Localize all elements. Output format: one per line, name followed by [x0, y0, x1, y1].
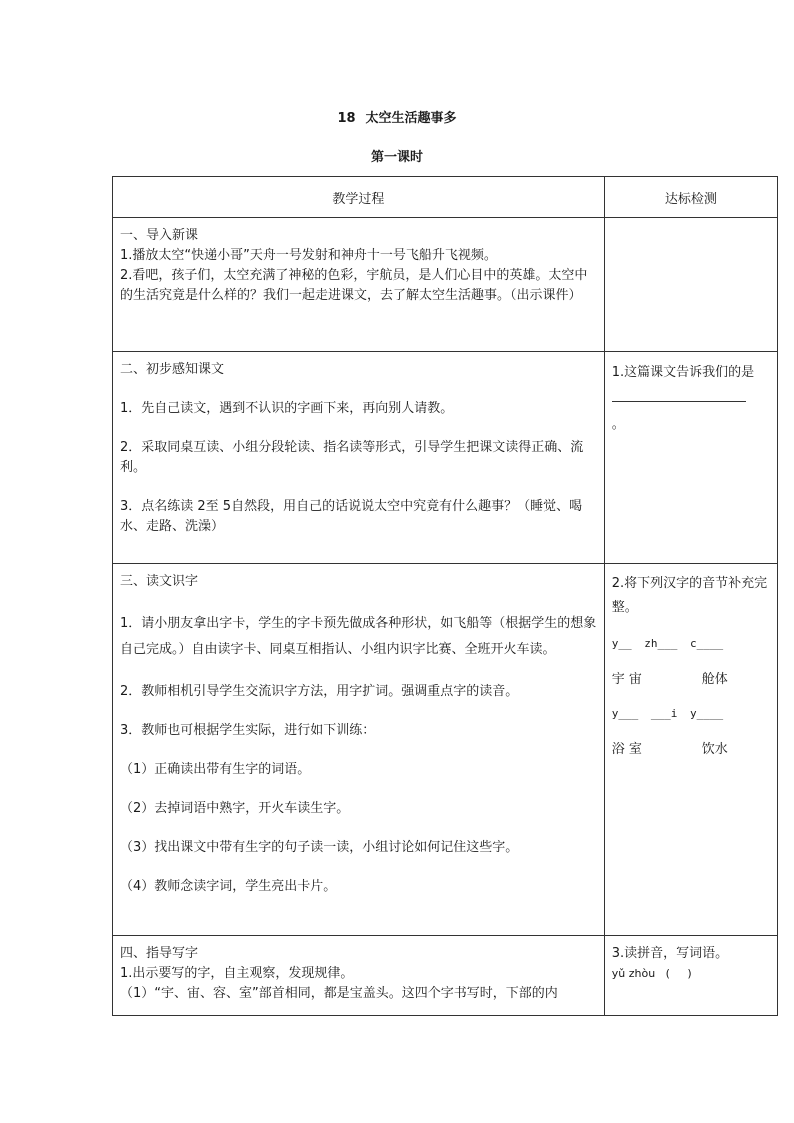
section-heading: 一、导入新课	[120, 228, 199, 243]
word-chars: 饮水	[701, 742, 728, 757]
pinyin-prompt: yǔ zhòu ( )	[611, 967, 692, 980]
section-literacy	[113, 564, 605, 936]
section-item: 1．请小朋友拿出字卡，学生的字卡预先做成各种形状，如飞船等（根据学生的想象自己完成。）自由读字卡、同桌互相指认、小组内识字比赛、全班开火车读。	[120, 616, 597, 657]
section-heading: 二、初步感知课文	[120, 362, 225, 377]
word-chars: 舱体	[701, 672, 728, 687]
section-item: 3．点名练读 2至 5自然段，用自己的话说说太空中究竟有什么趣事？（睡觉、喝水、走路、洗澡）	[120, 499, 583, 534]
section-heading: 四、指导写字	[120, 946, 199, 961]
assessment-question: 3.读拼音，写词语。	[611, 946, 729, 961]
char-row	[612, 740, 771, 760]
section-item: 2.看吧，孩子们，太空充满了神秘的色彩，宇航员，是人们心目中的英雄。太空中的生活究竟是什么样的？我们一起走进课文，去了解太空生活趣事。（出示课件）	[120, 268, 588, 303]
section-item: 1．先自己读文，遇到不认识的字画下来，再向别人请教。	[120, 401, 454, 416]
char-row	[612, 670, 771, 690]
assessment-question: 2.将下列汉字的音节补充完整。	[611, 576, 768, 615]
assessment-2	[604, 564, 777, 936]
section-item: 2．采取同桌互读、小组分段轮读、指名读等形式，引导学生把课文读得正确、流利。	[120, 440, 584, 475]
section-item: （1）“宇、宙、容、室”部首相同，都是宝盖头。这四个字书写时，下部的内	[120, 986, 558, 1001]
period-subtitle: 第一课时	[370, 150, 423, 165]
pinyin-row: y__ zh___ c____	[611, 637, 724, 650]
section-item: 1.出示要写的字，自主观察，发现规律。	[120, 966, 354, 981]
lesson-table	[112, 176, 778, 1016]
section-item: 2．教师相机引导学生交流识字方法，用字扩词。强调重点字的读音。	[120, 684, 519, 699]
assessment-empty	[604, 218, 777, 352]
lesson-number: 18	[337, 111, 356, 126]
section-item: （4）教师念读字词，学生亮出卡片。	[120, 879, 337, 894]
word-chars: 宇 宙	[611, 672, 642, 687]
section-item: （3）找出课文中带有生字的句子读一读，小组讨论如何记住这些字。	[120, 840, 519, 855]
pinyin-row: y___ ___i y____	[611, 707, 724, 720]
assessment-end: 。	[611, 417, 625, 432]
section-item: 3．教师也可根据学生实际，进行如下训练：	[120, 723, 376, 738]
lesson-title-text: 太空生活趣事多	[365, 111, 457, 126]
header-assessment: 达标检测	[604, 177, 777, 218]
word-chars: 浴 室	[611, 742, 642, 757]
assessment-3	[604, 936, 777, 1016]
assessment-1	[604, 352, 777, 564]
answer-blank[interactable]	[612, 387, 746, 402]
section-intro	[113, 218, 605, 352]
section-perceive	[113, 352, 605, 564]
section-item: （2）去掉词语中熟字，开火车读生字。	[120, 801, 350, 816]
header-teaching-process: 教学过程	[113, 177, 605, 218]
section-writing	[113, 936, 605, 1016]
section-heading: 三、读文识字	[120, 574, 199, 589]
section-item: 1.播放太空“快递小哥”天舟一号发射和神舟十一号飞船升飞视频。	[120, 248, 497, 263]
lesson-title	[0, 107, 794, 126]
section-item: （1）正确读出带有生字的词语。	[120, 762, 311, 777]
assessment-question: 1.这篇课文告诉我们的是	[611, 365, 755, 380]
